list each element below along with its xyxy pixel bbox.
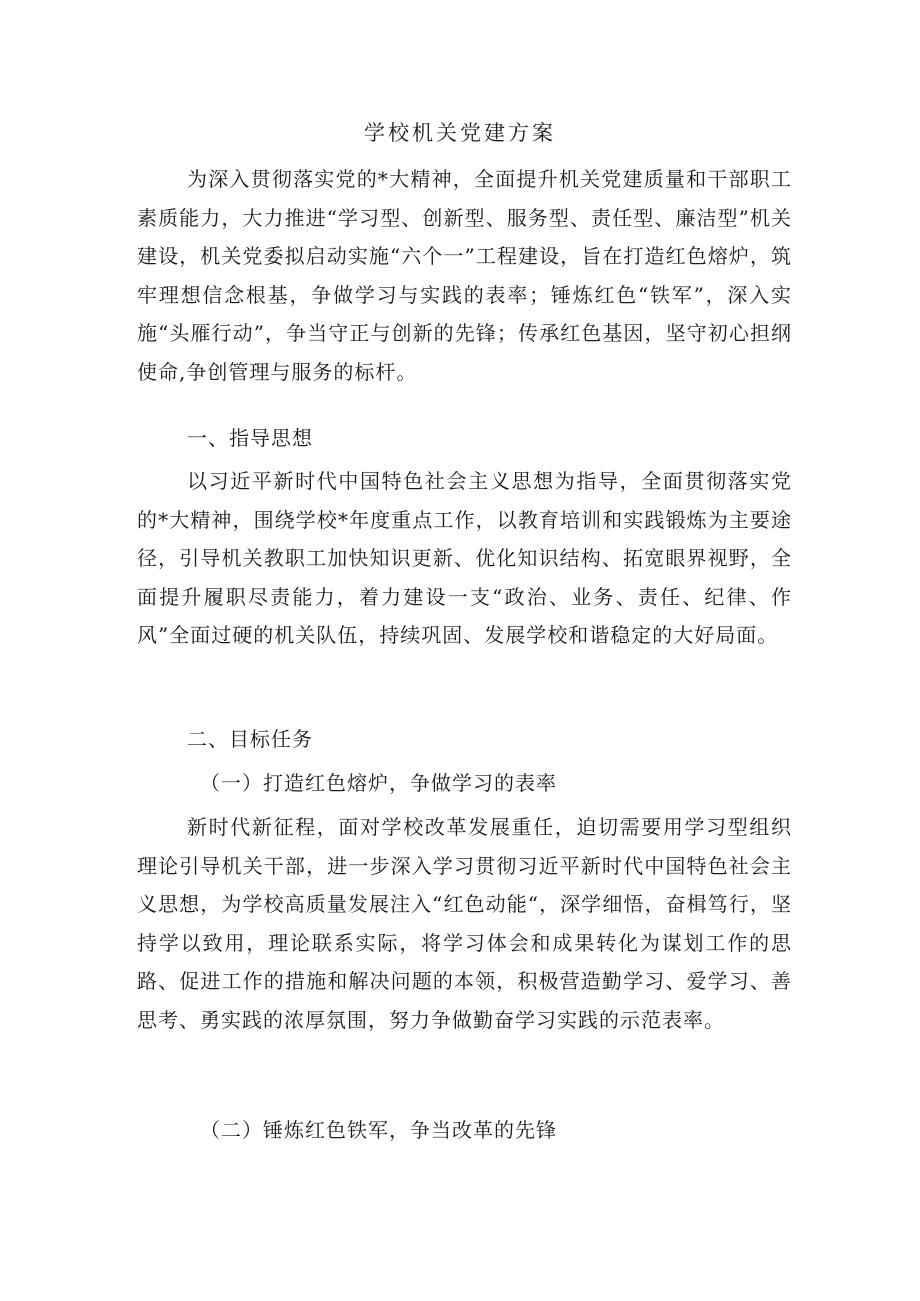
guiding-ideology-paragraph: 以习近平新时代中国特色社会主义思想为指导，全面贯彻落实党的*大精神，围绕学校*年度重点工作，以教育培训和实践锻炼为主要途径，引导机关教职工加快知识更新、优化知识结构、拓宽眼界视野，全面提升履职尽责能力，着力建设一支“政治、业务、责任、纪律、作风”全面过硬的机关队伍，持续巩固、发展学校和谐稳定的大好局面。	[137, 469, 792, 648]
section-heading-guiding-ideology: 一、指导思想	[187, 426, 313, 450]
section-heading-goals: 二、目标任务	[187, 727, 313, 751]
subsection-heading-1: （一）打造红色熔炉，争做学习的表率	[200, 771, 557, 795]
document-title: 学校机关党建方案	[364, 121, 556, 145]
subsection-1-paragraph: 新时代新征程，面对学校改革发展重任，迫切需要用学习型组织理论引导机关干部，进一步深入学习贯彻习近平新时代中国特色社会主义思想，为学校高质量发展注入“红色动能“，深学细悟，奋楫笃行，坚持学以致用，理论联系实际，将学习体会和成果转化为谋划工作的思路、促进工作的措施和解决问题的本领，积极营造勤学习、爱学习、善思考、勇实践的浓厚氛围，努力争做勤奋学习实践的示范表率。	[137, 815, 792, 1032]
subsection-heading-2: （二）锤炼红色铁军，争当改革的先锋	[200, 1118, 557, 1142]
intro-paragraph: 为深入贯彻落实党的*大精神，全面提升机关党建质量和干部职工素质能力，大力推进“学习型、创新型、服务型、责任型、廉洁型”机关建设，机关党委拟启动实施“六个一”工程建设，旨在打造红色熔炉，筑牢理想信念根基，争做学习与实践的表率；锤炼红色“铁军”，深入实施“头雁行动”，争当守正与创新的先锋；传承红色基因，坚守初心担纲使命,争创管理与服务的标杆。	[137, 167, 792, 384]
